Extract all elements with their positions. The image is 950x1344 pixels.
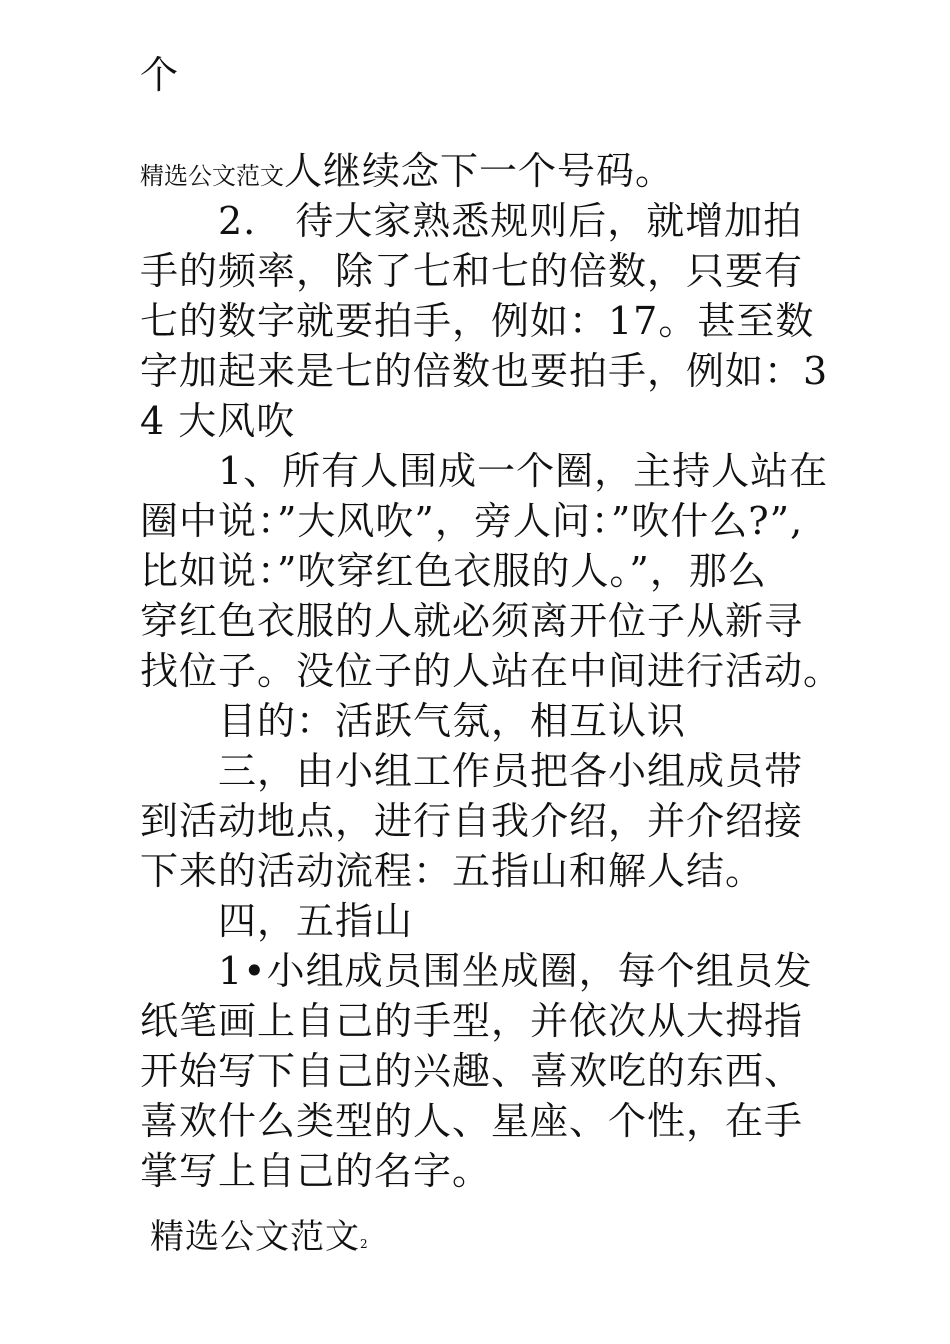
text-line-15: 下来的活动流程：五指山和解人结。 bbox=[140, 849, 765, 893]
text-line-11: 找位子。没位子的人站在中间进行活动。 bbox=[140, 649, 843, 693]
text-line-4: 七的数字就要拍手，例如：17。甚至数 bbox=[140, 299, 815, 343]
text-line-3: 手的频率，除了七和七的倍数，只要有 bbox=[140, 249, 804, 293]
text-line-19: 开始写下自己的兴趣、喜欢吃的东西、 bbox=[140, 1049, 804, 1093]
text-line-12: 目的：活跃气氛，相互认识 bbox=[218, 699, 687, 743]
text-line-14: 到活动地点，进行自我介绍，并介绍接 bbox=[140, 799, 804, 843]
text-line-5: 字加起来是七的倍数也要拍手，例如：3 bbox=[140, 349, 829, 393]
top-char: 个 bbox=[140, 53, 180, 97]
text-line-13: 三，由小组工作员把各小组成员带 bbox=[218, 749, 804, 793]
text-line-17: 1•小组成员围坐成圈，每个组员发 bbox=[218, 949, 813, 993]
top-fragment bbox=[140, 50, 179, 100]
text-line-20: 喜欢什么类型的人、星座、个性，在手 bbox=[140, 1099, 804, 1143]
text-line-16: 四，五指山 bbox=[218, 899, 414, 943]
page-footer bbox=[150, 1210, 369, 1269]
text-line-8: 圈中说：”大风吹”，旁人问：”吹什么?”, bbox=[140, 499, 804, 543]
text-line-10: 穿红色衣服的人就必须离开位子从新寻 bbox=[140, 599, 804, 643]
text-line-18: 纸笔画上自己的手型，并依次从大拇指 bbox=[140, 999, 804, 1043]
line-text: 人继续念下一个号码。 bbox=[284, 149, 675, 193]
text-line-1 bbox=[140, 146, 674, 201]
text-line-6: 4 大风吹 bbox=[140, 399, 296, 443]
page-number: 2 bbox=[360, 1237, 369, 1251]
text-line-7: 1、所有人围成一个圈，主持人站在 bbox=[218, 449, 829, 493]
text-line-2: 2. 待大家熟悉规则后，就增加拍 bbox=[218, 199, 803, 243]
text-line-21: 掌写上自己的名字。 bbox=[140, 1149, 492, 1193]
footer-label: 精选公文范文 bbox=[150, 1217, 360, 1257]
header-prefix: 精选公文范文 bbox=[140, 162, 284, 190]
text-line-9: 比如说：”吹穿红色衣服的人。”，那么 bbox=[140, 549, 767, 593]
